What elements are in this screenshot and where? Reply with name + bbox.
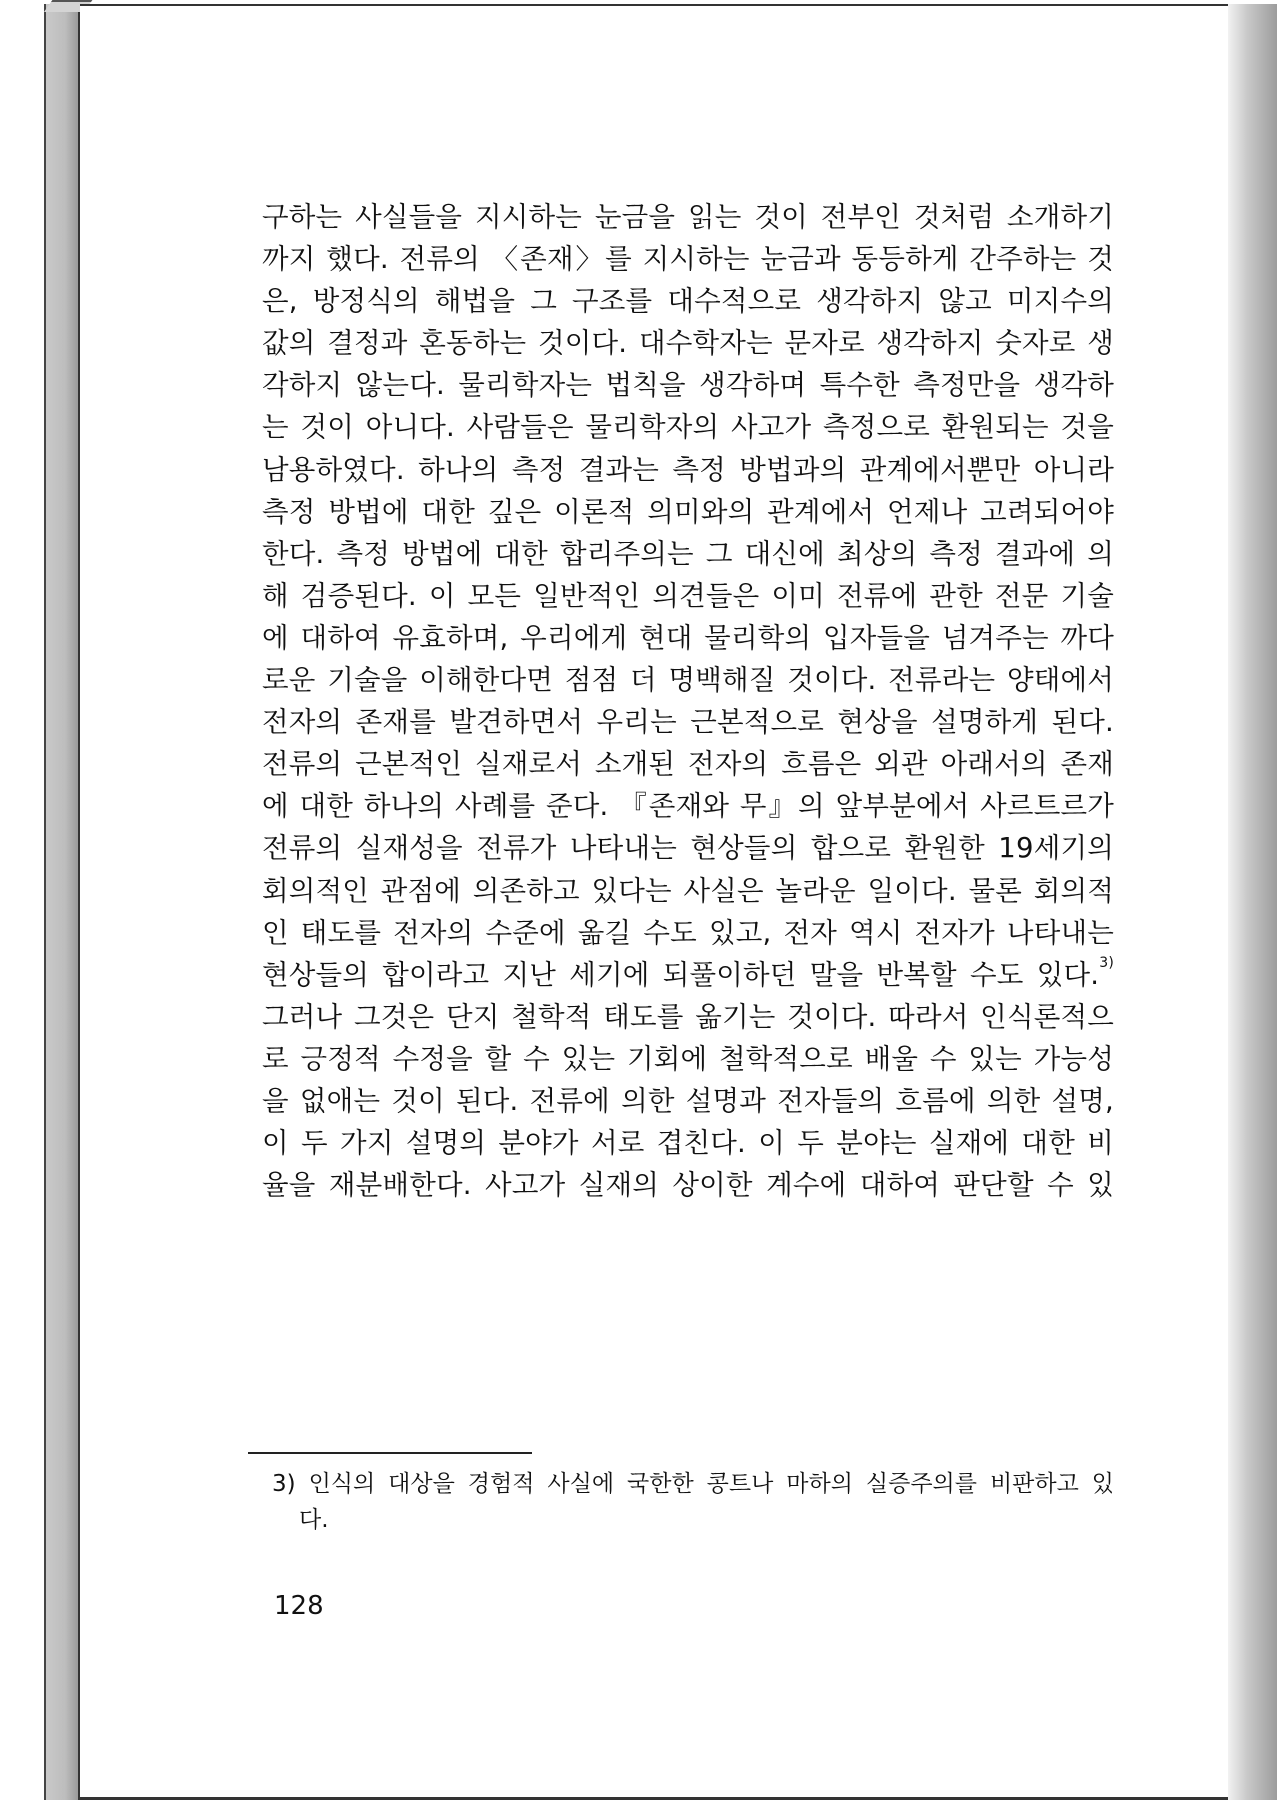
text-line: 그러나 그것은 단지 철학적 태도를 옮기는 것이다. 따라서 인식론적으 bbox=[262, 1000, 1114, 1033]
footnote-line: 다. bbox=[299, 1507, 329, 1533]
text-line: 한다. 측정 방법에 대한 합리주의는 그 대신에 최상의 측정 결과에 의 bbox=[262, 537, 1114, 570]
footnote bbox=[272, 1466, 1114, 1538]
text-line-content: 현상들의 합이라고 지난 세기에 되풀이하던 말을 반복할 수도 있다. bbox=[262, 958, 1100, 991]
text-line-with-footnote bbox=[262, 954, 1114, 996]
text-line: 전류의 근본적인 실재로서 소개된 전자의 흐름은 외관 아래서의 존재 bbox=[262, 748, 1114, 781]
text-line: 인 태도를 전자의 수준에 옮길 수도 있고, 전자 역시 전자가 나타내는 bbox=[262, 916, 1114, 949]
text-line: 이 두 가지 설명의 분야가 서로 겹친다. 이 두 분야는 실재에 대한 비 bbox=[262, 1127, 1114, 1160]
page-number: 128 bbox=[274, 1591, 324, 1621]
text-line: 회의적인 관점에 의존하고 있다는 사실은 놀라운 일이다. 물론 회의적 bbox=[262, 874, 1114, 907]
text-line: 로 긍정적 수정을 할 수 있는 기회에 철학적으로 배울 수 있는 가능성 bbox=[262, 1042, 1114, 1075]
text-line: 해 검증된다. 이 모든 일반적인 의견들은 이미 전류에 관한 전문 기술 bbox=[262, 579, 1114, 612]
text-line: 측정 방법에 대한 깊은 이론적 의미와의 관계에서 언제나 고려되어야 bbox=[262, 495, 1114, 528]
text-line: 을 없애는 것이 된다. 전류에 의한 설명과 전자들의 흐름에 의한 설명, bbox=[262, 1084, 1114, 1117]
text-line: 남용하였다. 하나의 측정 결과는 측정 방법과의 관계에서뿐만 아니라 bbox=[262, 453, 1114, 486]
body-text bbox=[262, 196, 1114, 1206]
text-line: 에 대한 하나의 사례를 준다. 『존재와 무』의 앞부분에서 사르트르가 bbox=[262, 790, 1114, 823]
page-right-shadow bbox=[1228, 4, 1277, 1800]
text-line: 에 대하여 유효하며, 우리에게 현대 물리학의 입자들을 넘겨주는 까다 bbox=[262, 621, 1114, 654]
text-line: 전자의 존재를 발견하면서 우리는 근본적으로 현상을 설명하게 된다. bbox=[262, 706, 1114, 739]
text-line: 율을 재분배한다. 사고가 실재의 상이한 계수에 대하여 판단할 수 있 bbox=[262, 1169, 1114, 1202]
text-line: 구하는 사실들을 지시하는 눈금을 읽는 것이 전부인 것처럼 소개하기 bbox=[262, 201, 1114, 233]
text-line: 전류의 실재성을 전류가 나타내는 현상들의 합으로 환원한 19세기의 bbox=[262, 832, 1114, 865]
book-spine-edge bbox=[44, 4, 80, 1800]
text-line: 각하지 않는다. 물리학자는 법칙을 생각하며 특수한 측정만을 생각하 bbox=[262, 369, 1114, 402]
text-line: 까지 했다. 전류의 〈존재〉를 지시하는 눈금과 동등하게 간주하는 것 bbox=[262, 243, 1114, 276]
text-line: 은, 방정식의 해법을 그 구조를 대수적으로 생각하지 않고 미지수의 bbox=[262, 285, 1114, 318]
footnote-reference: 3) bbox=[1099, 954, 1114, 971]
footnote-separator bbox=[248, 1452, 532, 1454]
text-line: 는 것이 아니다. 사람들은 물리학자의 사고가 측정으로 환원되는 것을 bbox=[262, 411, 1114, 444]
text-line: 값의 결정과 혼동하는 것이다. 대수학자는 문자로 생각하지 숫자로 생 bbox=[262, 327, 1114, 360]
text-line: 로운 기술을 이해한다면 점점 더 명백해질 것이다. 전류라는 양태에서 bbox=[262, 664, 1114, 697]
footnote-line: 3) 인식의 대상을 경험적 사실에 국한한 콩트나 마하의 실증주의를 비판하고 있 bbox=[272, 1471, 1114, 1497]
